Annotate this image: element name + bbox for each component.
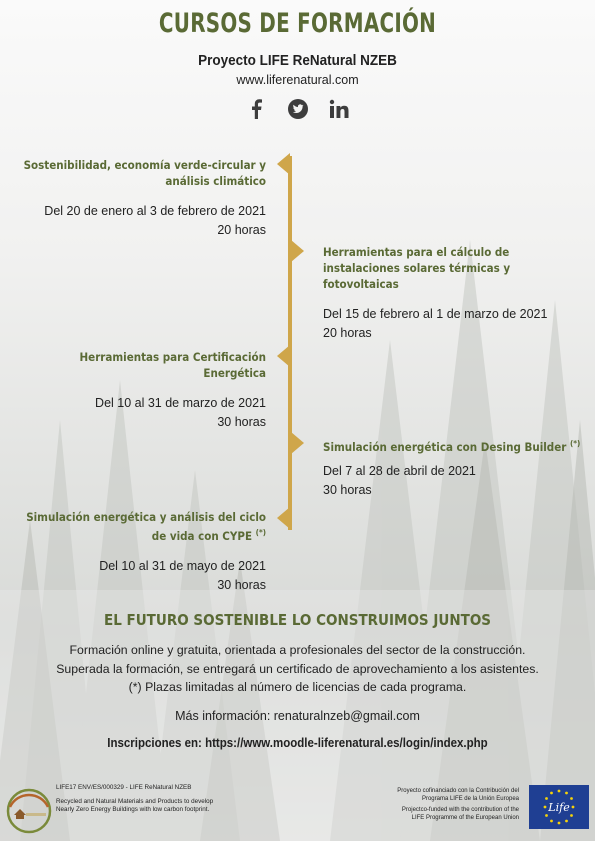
timeline-marker-left xyxy=(277,345,290,367)
course-dates: Del 10 al 31 de mayo de 2021 xyxy=(99,558,266,573)
course-item xyxy=(323,436,588,500)
course-item xyxy=(0,509,266,595)
page-title: CURSOS DE FORMACIÓN xyxy=(158,8,437,39)
timeline-marker-right xyxy=(291,432,304,454)
limited-places-note: (*) Plazas limitadas al número de licencias de cada programa. xyxy=(128,680,467,694)
funding-text-en: Projectco-funded with the contribution of the xyxy=(401,807,519,813)
footer-project-desc: Nearly Zero Energy Buildings with low carbon footprint. xyxy=(56,806,210,813)
course-dates: Del 7 al 28 de abril de 2021 xyxy=(323,463,476,478)
life-logo-text: Life xyxy=(548,801,570,814)
footer-project-info xyxy=(6,784,296,838)
linkedin-icon[interactable] xyxy=(328,98,349,119)
course-dates: Del 20 de enero al 3 de febrero de 2021 xyxy=(44,204,266,218)
timeline-marker-right xyxy=(291,240,304,262)
website-link[interactable]: www.liferenatural.com xyxy=(236,73,359,87)
course-title: Simulación energética con Desing Builder (*) xyxy=(323,439,581,454)
course-hours: 30 horas xyxy=(323,482,372,497)
twitter-icon[interactable] xyxy=(287,98,308,119)
footer-funding-info xyxy=(289,785,589,831)
course-dates: Del 15 de febrero al 1 de marzo de 2021 xyxy=(323,307,548,321)
facebook-icon[interactable] xyxy=(246,98,267,119)
course-hours: 30 horas xyxy=(217,577,266,592)
note-marker: (*) xyxy=(569,439,581,448)
course-item xyxy=(323,244,588,343)
slogan-heading: EL FUTURO SOSTENIBLE LO CONSTRUIMOS JUNTOS xyxy=(103,611,492,629)
note-marker: (*) xyxy=(255,528,266,537)
course-hours: 20 horas xyxy=(217,223,266,237)
eu-life-logo xyxy=(529,785,589,829)
course-item xyxy=(0,157,266,240)
more-info-contact[interactable]: Más información: renaturalnzeb@gmail.com xyxy=(175,709,420,723)
funding-text-en: LIFE Programme of the European Union xyxy=(411,815,519,821)
course-title: Simulación energética y análisis del ciclo de vida con CYPE (*) xyxy=(26,510,266,543)
footer-project-code: LIFE17 ENV/ES/000329 - LIFE ReNatural NZEB xyxy=(56,784,192,791)
project-subtitle: Proyecto LIFE ReNatural NZEB xyxy=(198,52,397,69)
course-item xyxy=(0,349,266,432)
footer-right-text xyxy=(397,787,519,822)
description-line: Superada la formación, se entregará un certificado de aprovechamiento a los asistentes. xyxy=(56,662,539,676)
course-title: Sostenibilidad, economía verde-circular y análisis climático xyxy=(23,158,266,188)
course-title: Herramientas para el cálculo de instalaciones solares térmicas y fotovoltaicas xyxy=(323,245,511,291)
funding-text-es: Proyecto cofinanciado con la Contribución del xyxy=(397,788,519,794)
signup-link[interactable]: Inscripciones en: https://www.moodle-liferenatural.es/login/index.php xyxy=(107,736,488,750)
timeline-marker-left xyxy=(277,507,290,529)
course-hours: 20 horas xyxy=(323,326,372,340)
social-links xyxy=(0,98,595,119)
description-line: Formación online y gratuita, orientada a profesionales del sector de la construcción. xyxy=(69,643,526,657)
course-title: Herramientas para Certificación Energética xyxy=(79,350,266,380)
footer-project-desc: Recycled and Natural Materials and Products to develop xyxy=(56,797,214,805)
timeline-line xyxy=(288,156,292,530)
funding-text-es: Programa LIFE de la Unión Europea xyxy=(421,796,519,802)
timeline-marker-left xyxy=(277,153,290,175)
footer-left-text xyxy=(56,784,213,815)
renatural-logo xyxy=(6,788,52,834)
course-dates: Del 10 al 31 de marzo de 2021 xyxy=(95,396,266,410)
course-hours: 30 horas xyxy=(217,415,266,429)
